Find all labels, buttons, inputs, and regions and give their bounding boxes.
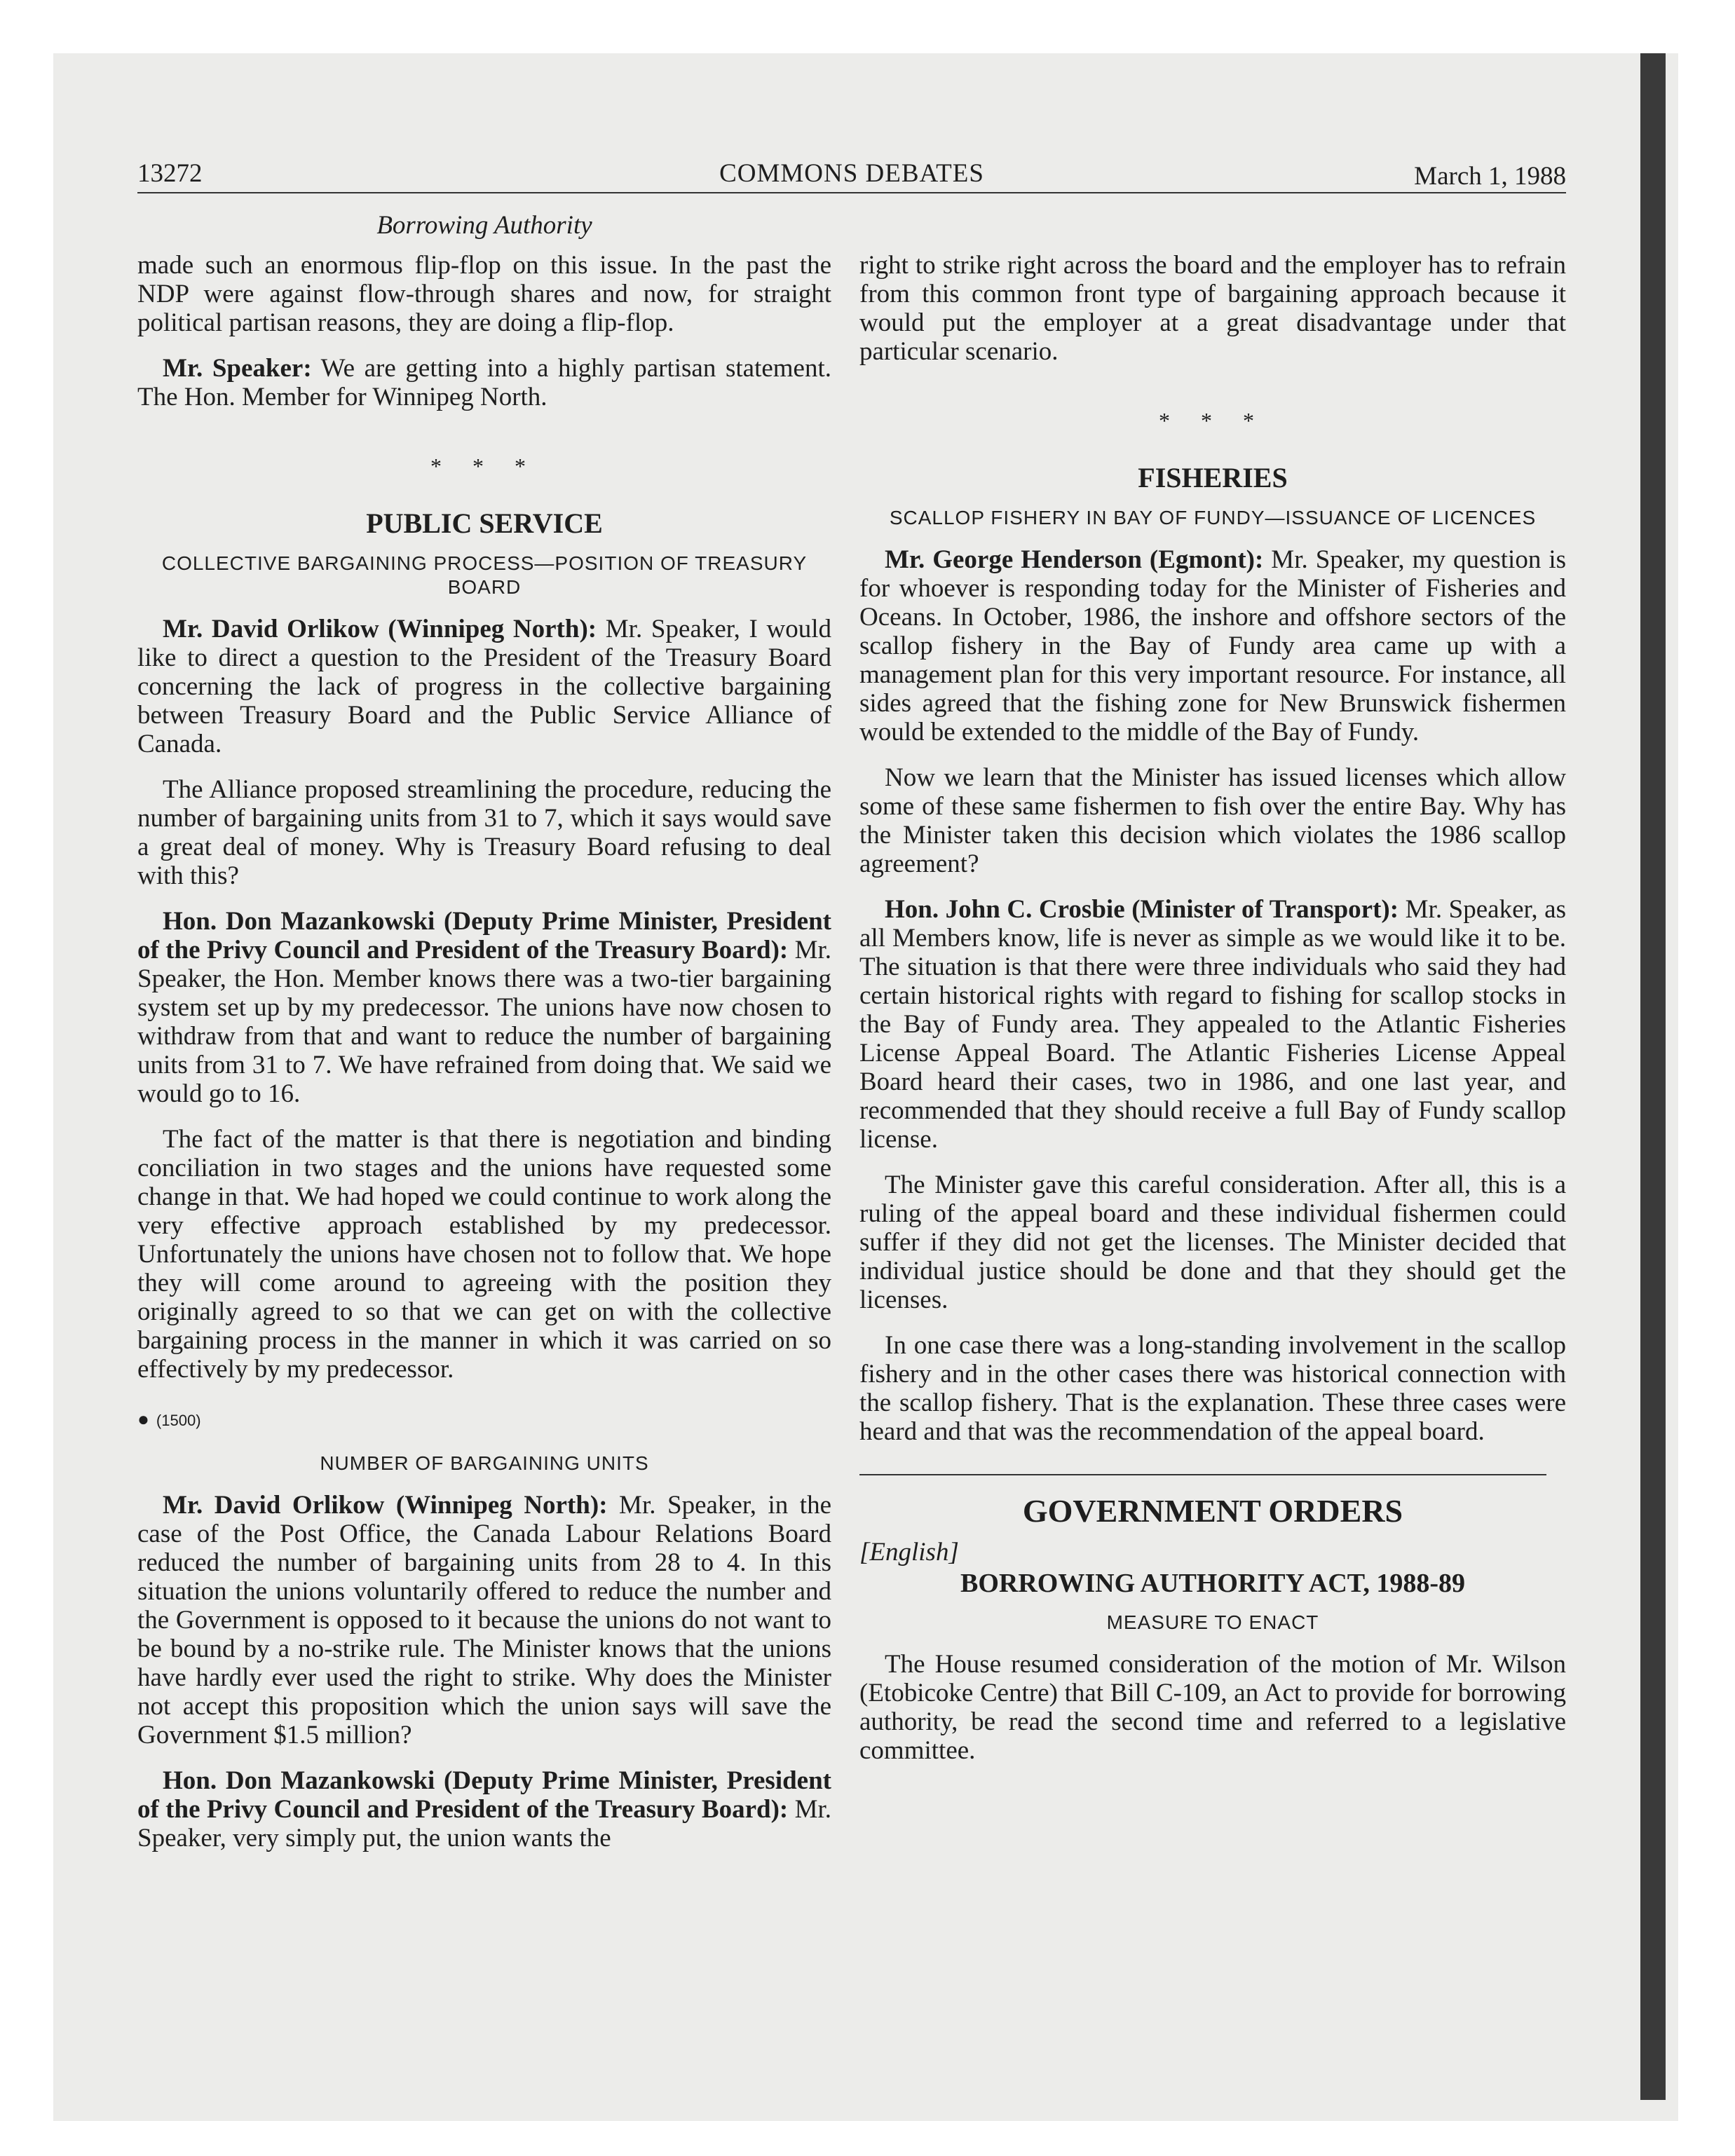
bullet-icon: ● — [137, 1408, 149, 1430]
speaker-name: Hon. Don Mazankowski (Deputy Prime Minister, President of the Privy Council and President of the Treasury Board): — [137, 1766, 831, 1824]
speech-text: Mr. Speaker, in the case of the Post Office, the Canada Labour Relations Board reduced the number of bargaining units from 28 to 4. In this situation the unions voluntarily offered to reduce the number and the Government is opposed to it because the unions do not want to be bound by a no-strike rule. The Minister knows that the unions have hardly ever used the right to strike. Why does the Minister not accept this proposition which the union says will save the Government $1.5 million? — [137, 1491, 831, 1749]
paragraph: The fact of the matter is that there is negotiation and binding conciliation in two stages and the unions have requested some change in that. We had hoped we could continue to work along the very effective approach established by my predecessor. Unfortunately the unions have chosen not to follow that. We hope they will come around to agreeing with the position they originally agreed to so that we can get on with the collective bargaining process in the manner in which it was carried on so effectively by my predecessor. — [137, 1125, 831, 1384]
page-header — [137, 156, 1566, 193]
paragraph — [137, 354, 831, 411]
paragraph: The Minister gave this careful consideration. After all, this is a ruling of the appeal board and these individual fishermen could suffer if they did not get the licenses. The Minister decided that individual justice should be done and that they should get the licenses. — [859, 1171, 1566, 1314]
time-marker-text: (1500) — [156, 1412, 201, 1429]
bill-heading: BORROWING AUTHORITY ACT, 1988-89 — [960, 1569, 1465, 1598]
publication-title: COMMONS DEBATES — [719, 159, 984, 188]
speech-text: Mr. Speaker, as all Members know, life is never as simple as we would like it to be. The situation is that there were three individuals who said they had certain historical rights with regard to fishing for scallop stocks in the Bay of Fundy area. They appealed to the Atlantic Fisheries License Appeal Board. The Atlantic Fisheries License Appeal Board heard their cases, two in 1986, and one last year, and recommended that they should receive a full Bay of Fundy scallop license. — [859, 895, 1566, 1154]
horizontal-rule — [859, 1474, 1546, 1475]
paragraph: right to strike right across the board and the employer has to refrain from this common front type of bargaining approach because it would put the employer at a great disadvantage under that particular scenario. — [859, 251, 1566, 366]
subheading: NUMBER OF BARGAINING UNITS — [320, 1452, 649, 1474]
paragraph: The House resumed consideration of the motion of Mr. Wilson (Etobicoke Centre) that Bill C-109, an Act to provide for borrowing authority, be read the second time and referred to a legislative committee. — [859, 1650, 1566, 1765]
subheading: SCALLOP FISHERY IN BAY OF FUNDY—ISSUANCE OF LICENCES — [889, 507, 1537, 528]
scan-edge-shadow — [1640, 53, 1666, 2100]
paragraph: made such an enormous flip-flop on this issue. In the past the NDP were against flow-through shares and now, for straight political partisan reasons, they are doing a flip-flop. — [137, 251, 831, 337]
left-column — [137, 251, 831, 1869]
paragraph — [137, 615, 831, 758]
speech-text: Mr. Speaker, very simply put, the union wants the — [137, 1795, 831, 1853]
speaker-name: Mr. George Henderson (Egmont): — [885, 545, 1264, 574]
running-head: Borrowing Authority — [376, 211, 592, 240]
subheading: COLLECTIVE BARGAINING PROCESS—POSITION OF TREASURY BOARD — [161, 552, 808, 598]
speech-text: Mr. Speaker, I would like to direct a question to the President of the Treasury Board concerning the lack of progress in the collective bargaining between Treasury Board and the Public Service Alliance of Canada. — [137, 615, 832, 758]
paragraph — [859, 895, 1566, 1154]
paragraph: In one case there was a long-standing involvement in the scallop fishery and in the other cases there was historical connection with the scallop fishery. That is the explanation. These three cases were heard and that was the recommendation of the appeal board. — [859, 1331, 1566, 1446]
paragraph: Now we learn that the Minister has issued licenses which allow some of these same fishermen to fish over the entire Bay. Why has the Minister taken this decision which violates the 1986 scallop agreement? — [859, 763, 1566, 878]
speaker-name: Mr. David Orlikow (Winnipeg North): — [163, 1491, 608, 1520]
time-marker — [137, 1405, 831, 1435]
speaker-name: Mr. David Orlikow (Winnipeg North): — [163, 615, 597, 643]
section-divider: * * * — [1159, 408, 1267, 433]
section-heading: FISHERIES — [1138, 462, 1288, 493]
speech-text: We are getting into a highly partisan statement. The Hon. Member for Winnipeg North. — [137, 354, 831, 411]
speech-text: Mr. Speaker, my question is for whoever is responding today for the Minister of Fisheries and Oceans. In October, 1986, the inshore and offshore sectors of the scallop fishery in the Bay of Fundy area came up with a management plan for this very important resource. For instance, all sides agreed that the fishing zone for New Brunswick fishermen would be extended to the middle of the Bay of Fundy. — [859, 545, 1566, 746]
right-column — [859, 251, 1566, 1782]
speaker-name: Mr. Speaker: — [163, 354, 312, 383]
speaker-name: Hon. John C. Crosbie (Minister of Transport): — [885, 895, 1399, 924]
language-tag: [English] — [859, 1538, 959, 1567]
paragraph — [137, 907, 831, 1108]
paragraph — [137, 1491, 831, 1749]
section-divider: * * * — [430, 453, 538, 479]
page-number: 13272 — [137, 159, 203, 188]
page-content — [137, 156, 1566, 1853]
page-date: March 1, 1988 — [1414, 162, 1566, 191]
orders-heading: GOVERNMENT ORDERS — [1022, 1493, 1403, 1529]
speaker-name: Hon. Don Mazankowski (Deputy Prime Minister, President of the Privy Council and President of the Treasury Board): — [137, 907, 831, 964]
bill-subheading: MEASURE TO ENACT — [1106, 1611, 1319, 1633]
paragraph — [859, 545, 1566, 746]
speech-text: Mr. Speaker, the Hon. Member knows there was a two-tier bargaining system set up by my predecessor. The unions have now chosen to withdraw from that and want to reduce the number of bargaining units from 31 to 7. We have refrained from doing that. We said we would go to 16. — [137, 936, 831, 1108]
paragraph — [137, 1766, 831, 1853]
paragraph: The Alliance proposed streamlining the procedure, reducing the number of bargaining units from 31 to 7, which it says would save a great deal of money. Why is Treasury Board refusing to deal with this? — [137, 775, 831, 890]
section-heading: PUBLIC SERVICE — [366, 507, 603, 539]
